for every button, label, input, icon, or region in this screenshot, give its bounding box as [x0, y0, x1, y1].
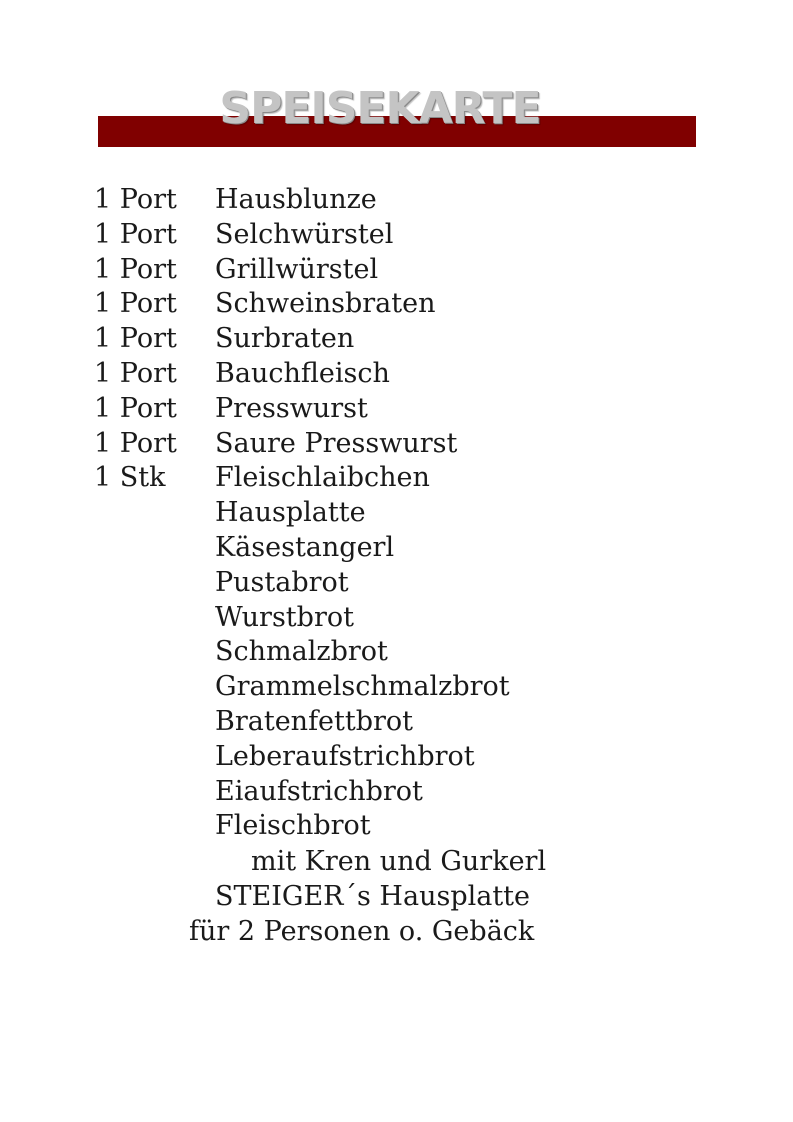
menu-item — [94, 496, 694, 531]
menu-item — [94, 322, 694, 357]
item-name: Käsestangerl — [215, 531, 395, 563]
menu-item — [94, 740, 694, 775]
item-name: Schweinsbraten — [215, 288, 436, 320]
menu-item — [94, 601, 694, 636]
item-name: Presswurst — [215, 392, 368, 424]
menu-item — [94, 635, 694, 670]
menu-item — [94, 253, 694, 288]
menu-item — [94, 775, 694, 810]
item-quantity: 1 Port — [94, 288, 177, 320]
special-item-name: STEIGER´s Hausplatte — [215, 881, 531, 912]
item-name: Grillwürstel — [215, 253, 379, 285]
item-name: Saure Presswurst — [215, 427, 458, 459]
item-quantity: 1 Port — [94, 357, 177, 389]
menu-item — [94, 566, 694, 601]
item-quantity: 1 Port — [94, 184, 177, 215]
menu-item — [94, 287, 694, 322]
item-name: Bratenfettbrot — [215, 705, 414, 737]
item-name: Leberaufstrichbrot — [215, 740, 475, 772]
item-quantity: 1 Port — [94, 218, 177, 250]
item-quantity: 1 Stk — [94, 462, 166, 494]
menu-list — [94, 183, 694, 844]
item-name: Fleischlaibchen — [215, 462, 430, 494]
item-quantity: 1 Port — [94, 427, 177, 459]
item-name: Surbraten — [215, 323, 355, 355]
menu-item — [94, 392, 694, 427]
menu-item — [94, 218, 694, 253]
item-quantity: 1 Port — [94, 253, 177, 285]
item-name: Bauchfleisch — [215, 357, 390, 389]
item-quantity: 1 Port — [94, 392, 177, 424]
menu-item — [94, 705, 694, 740]
item-name: Hausblunze — [215, 184, 377, 215]
menu-item — [94, 427, 694, 462]
item-name: Fleischbrot — [215, 810, 371, 842]
menu-item — [94, 357, 694, 392]
menu-item — [94, 670, 694, 705]
item-quantity: 1 Port — [94, 323, 177, 355]
menu-item — [94, 183, 694, 218]
fleischbrot-note: mit Kren und Gurkerl — [251, 846, 547, 877]
menu-item — [94, 461, 694, 496]
item-name: Eiaufstrichbrot — [215, 775, 423, 807]
item-name: Hausplatte — [215, 497, 366, 529]
item-name: Grammelschmalzbrot — [215, 671, 510, 703]
item-name: Selchwürstel — [215, 218, 394, 250]
page-title: SPEISEKARTE — [219, 83, 541, 134]
special-item-note: für 2 Personen o. Gebäck — [189, 916, 535, 947]
menu-item — [94, 809, 694, 844]
item-name: Schmalzbrot — [215, 636, 388, 668]
menu-item — [94, 531, 694, 566]
item-name: Pustabrot — [215, 566, 349, 598]
item-name: Wurstbrot — [215, 601, 354, 633]
